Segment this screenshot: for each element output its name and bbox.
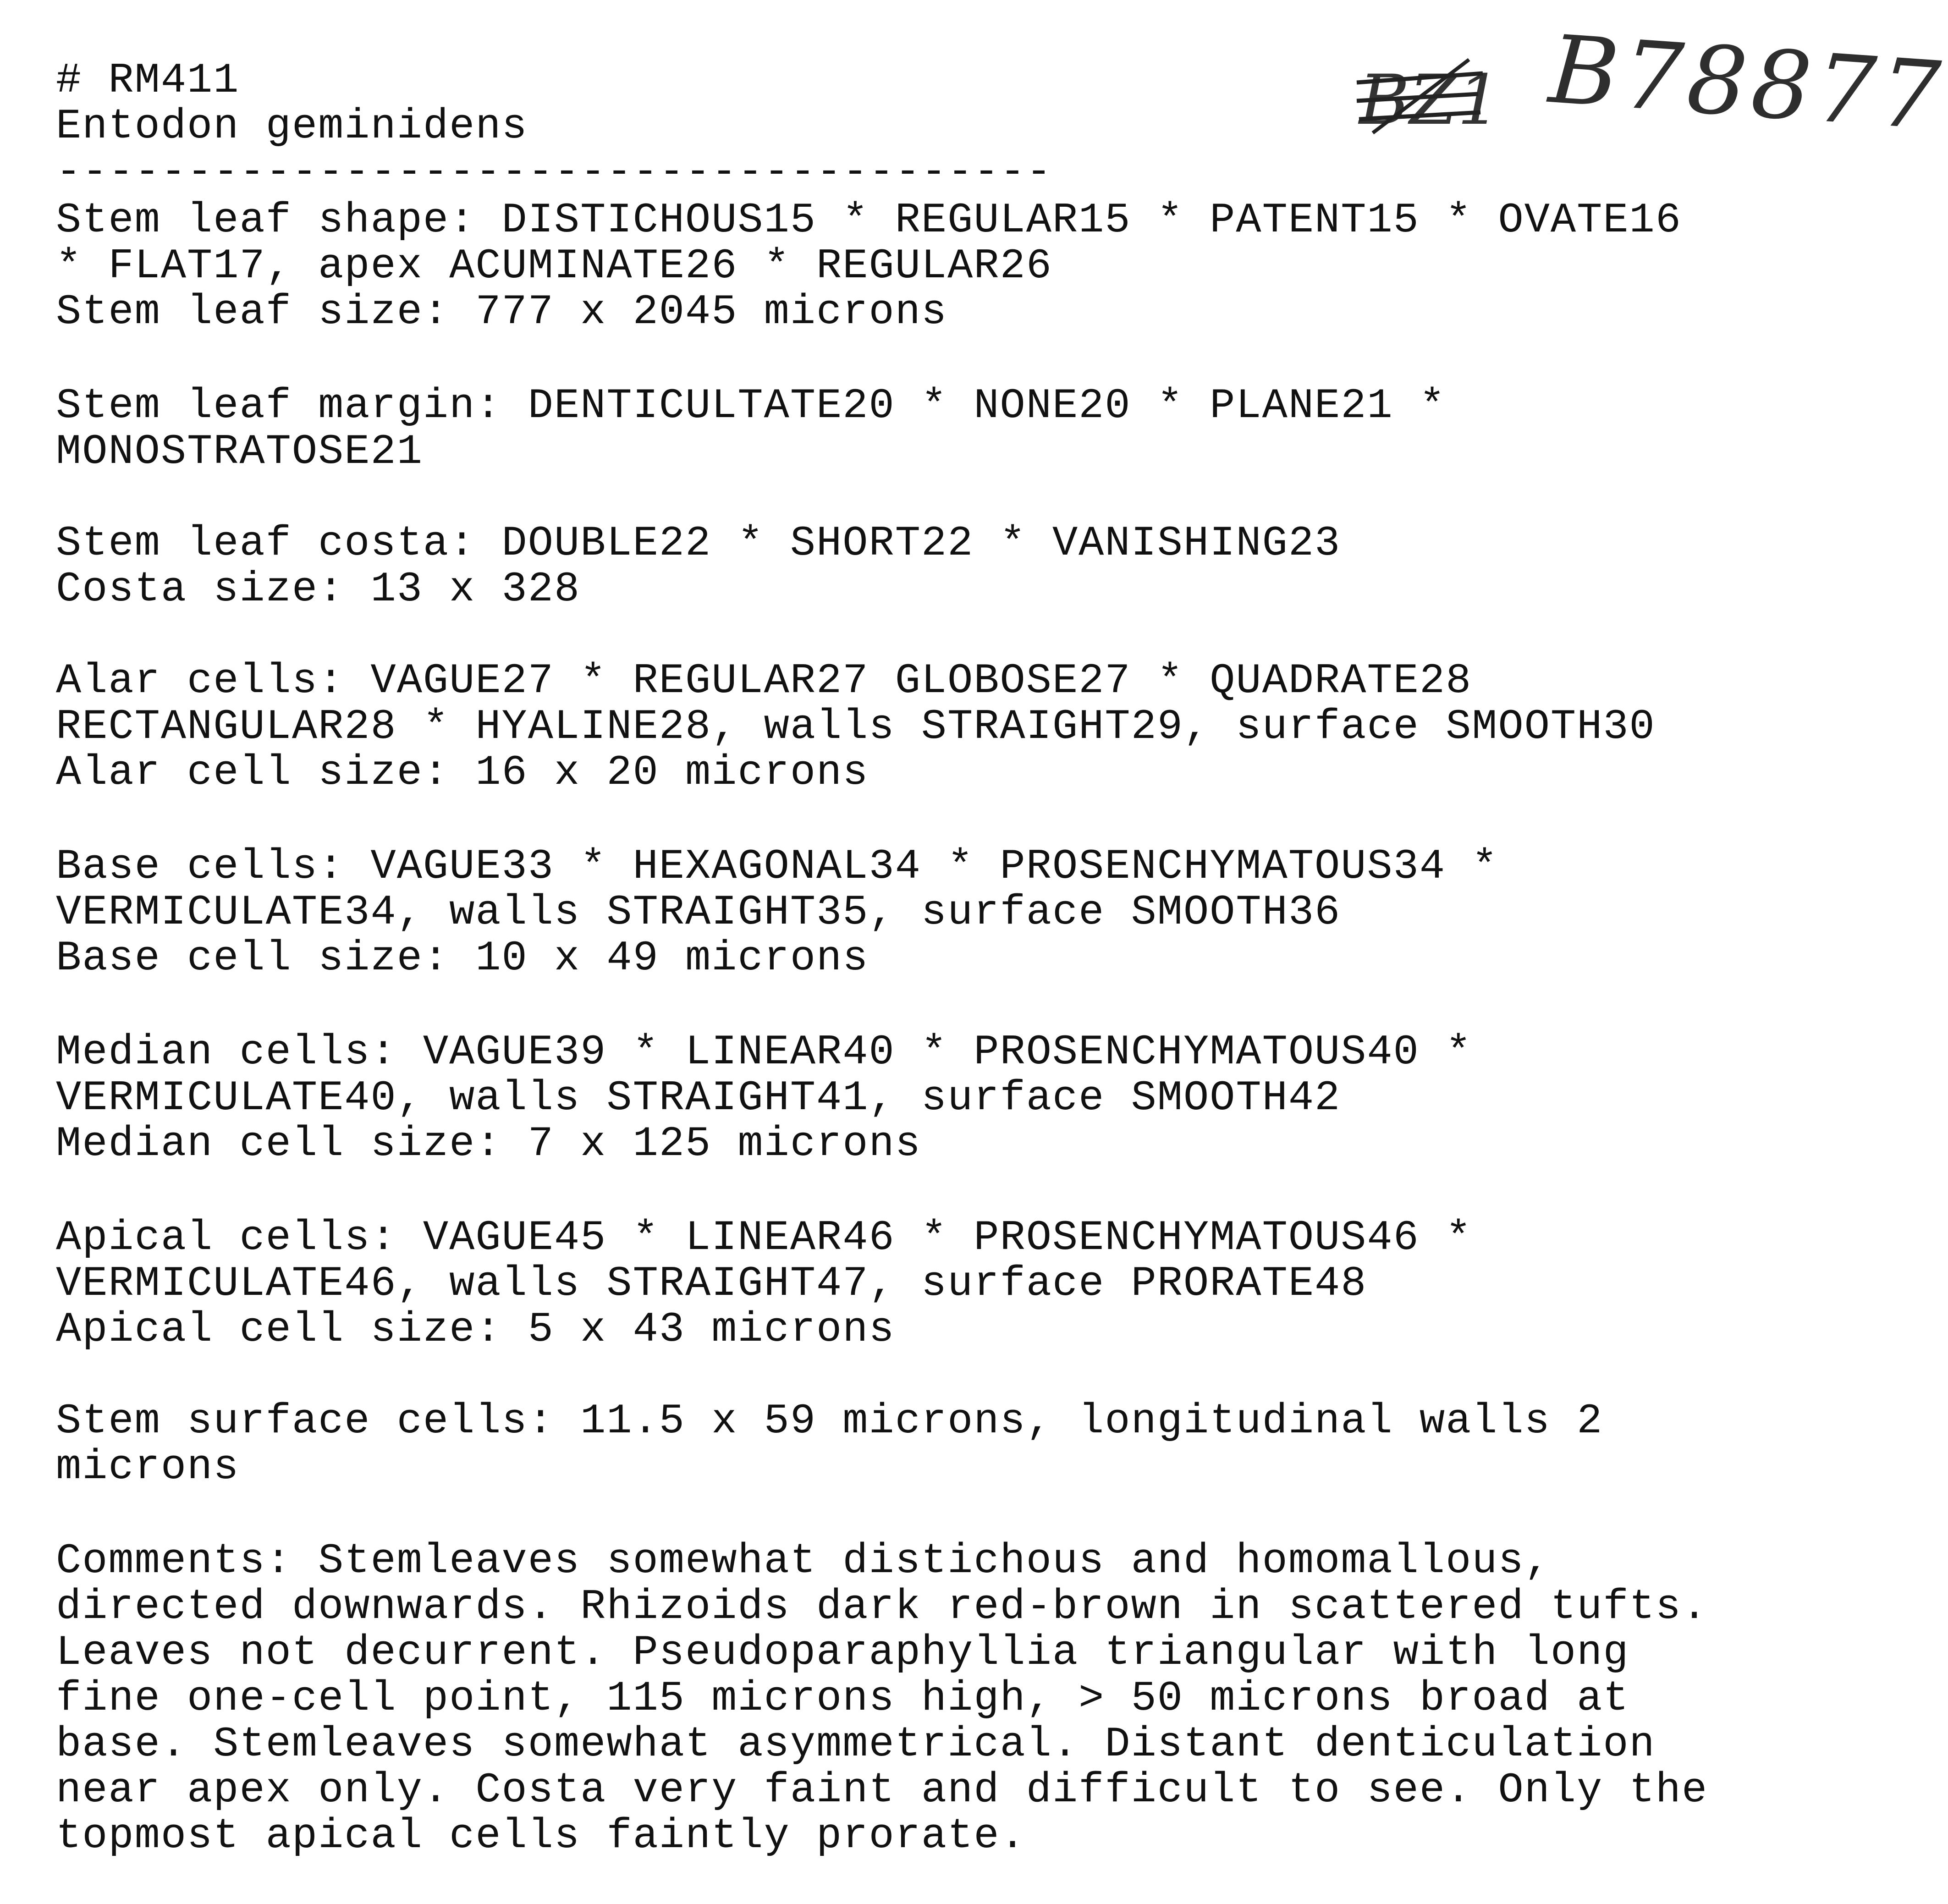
- stem-surface-cells-line-2: microns: [56, 1443, 240, 1491]
- stem-leaf-size: Stem leaf size: 777 x 2045 microns: [56, 288, 948, 336]
- comments-line-6: near apex only. Costa very faint and difficult to see. Only the: [56, 1766, 1708, 1814]
- alar-cells-line-1: Alar cells: VAGUE27 * REGULAR27 GLOBOSE27 * QUADRATE28: [56, 657, 1472, 705]
- struck-out-handwritten-number: [1354, 50, 1501, 142]
- svg-text:BZ1: BZ1: [1359, 61, 1501, 140]
- apical-cell-size: Apical cell size: 5 x 43 microns: [56, 1305, 895, 1354]
- stem-leaf-margin-line-1: Stem leaf margin: DENTICULTATE20 * NONE20 * PLANE21 *: [56, 382, 1446, 430]
- handwritten-specimen-number: B78877: [1546, 15, 1948, 152]
- median-cell-size: Median cell size: 7 x 125 microns: [56, 1120, 921, 1168]
- costa-size: Costa size: 13 x 328: [56, 565, 581, 613]
- stem-leaf-margin-line-2: MONOSTRATOSE21: [56, 428, 423, 476]
- base-cell-size: Base cell size: 10 x 49 microns: [56, 934, 869, 982]
- stem-leaf-costa: Stem leaf costa: DOUBLE22 * SHORT22 * VANISHING23: [56, 519, 1341, 567]
- alar-cells-line-2: RECTANGULAR28 * HYALINE28, walls STRAIGHT29, surface SMOOTH30: [56, 703, 1656, 751]
- apical-cells-line-1: Apical cells: VAGUE45 * LINEAR46 * PROSENCHYMATOUS46 *: [56, 1214, 1472, 1262]
- alar-cell-size: Alar cell size: 16 x 20 microns: [56, 748, 869, 797]
- stem-leaf-shape-line-2: * FLAT17, apex ACUMINATE26 * REGULAR26: [56, 242, 1052, 290]
- comments-line-2: directed downwards. Rhizoids dark red-brown in scattered tufts.: [56, 1583, 1708, 1631]
- comments-line-7: topmost apical cells faintly prorate.: [56, 1812, 1026, 1860]
- comments-line-3: Leaves not decurrent. Pseudoparaphyllia triangular with long: [56, 1629, 1629, 1677]
- comments-line-5: base. Stemleaves somewhat asymmetrical. Distant denticulation: [56, 1720, 1656, 1768]
- comments-line-1: Comments: Stemleaves somewhat distichous and homomallous,: [56, 1537, 1551, 1585]
- apical-cells-line-2: VERMICULATE46, walls STRAIGHT47, surface PRORATE48: [56, 1260, 1367, 1308]
- separator-line: --------------------------------------: [56, 148, 1052, 196]
- base-cells-line-1: Base cells: VAGUE33 * HEXAGONAL34 * PROSENCHYMATOUS34 *: [56, 842, 1498, 891]
- struck-out-handwriting-drawing: [1354, 50, 1501, 142]
- stem-surface-cells-line-1: Stem surface cells: 11.5 x 59 microns, longitudinal walls 2: [56, 1397, 1603, 1445]
- comments-line-4: fine one-cell point, 115 microns high, > 50 microns broad at: [56, 1674, 1629, 1722]
- species-name: Entodon geminidens: [56, 102, 528, 150]
- record-id: # RM411: [56, 56, 240, 105]
- median-cells-line-1: Median cells: VAGUE39 * LINEAR40 * PROSENCHYMATOUS40 *: [56, 1028, 1472, 1076]
- stem-leaf-shape-line-1: Stem leaf shape: DISTICHOUS15 * REGULAR15 * PATENT15 * OVATE16: [56, 196, 1682, 244]
- median-cells-line-2: VERMICULATE40, walls STRAIGHT41, surface SMOOTH42: [56, 1074, 1341, 1122]
- base-cells-line-2: VERMICULATE34, walls STRAIGHT35, surface SMOOTH36: [56, 888, 1341, 936]
